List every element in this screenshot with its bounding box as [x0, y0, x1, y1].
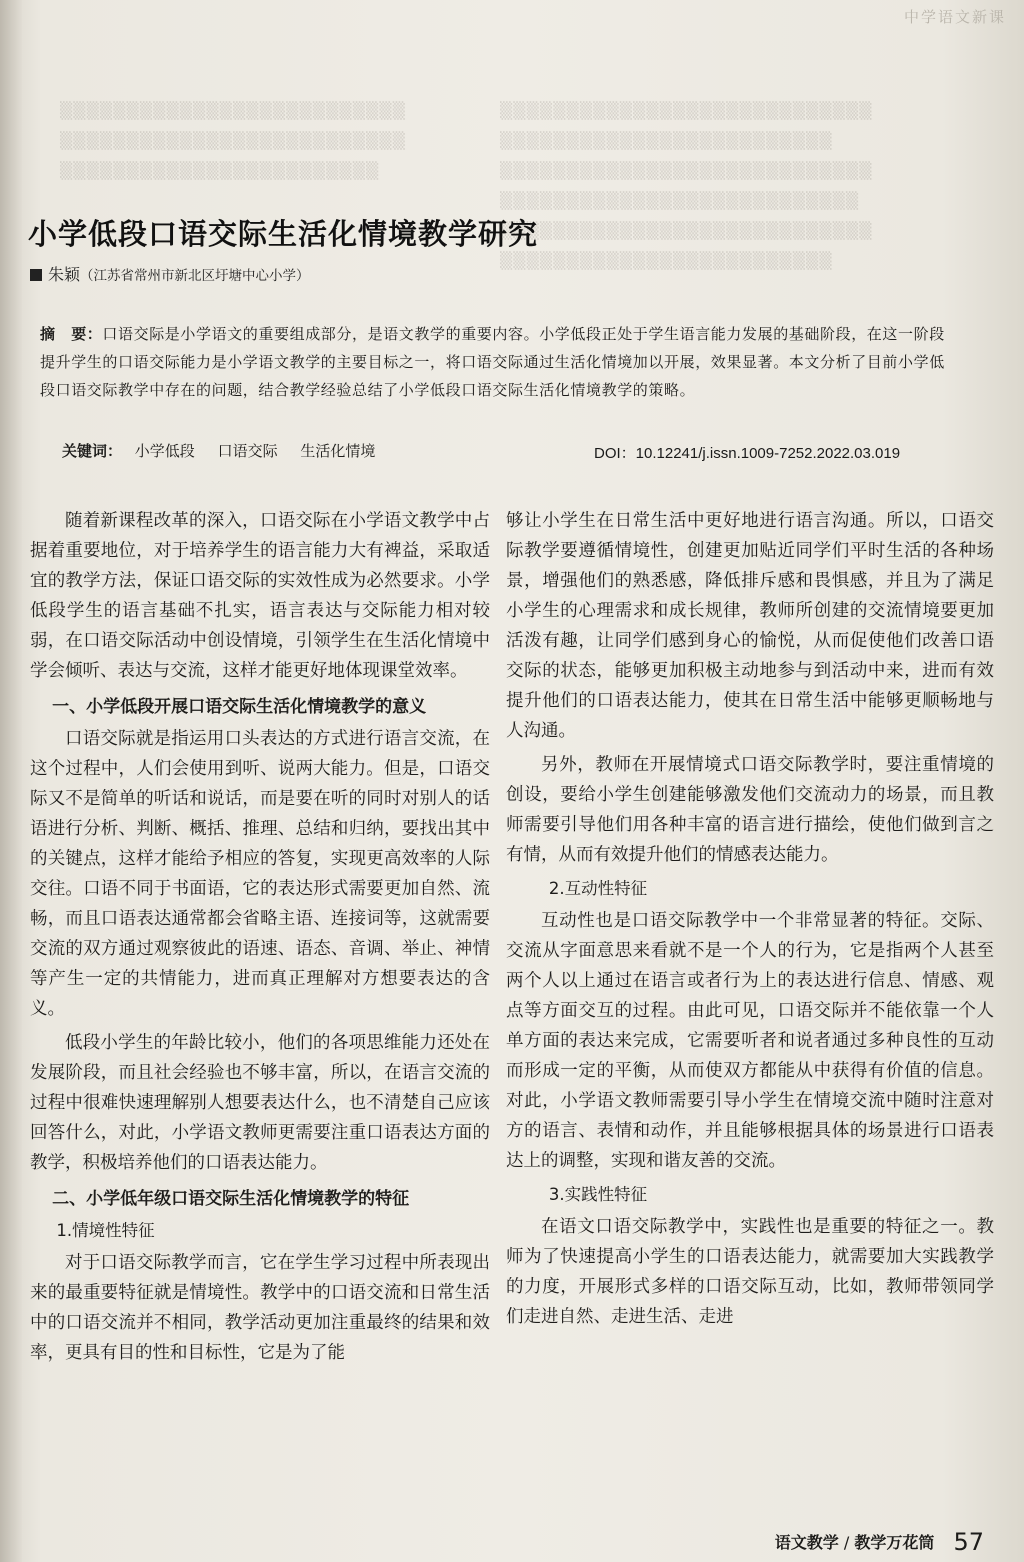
paragraph: 另外，教师在开展情境式口语交际教学时，要注重情境的创设，要给小学生创建能够激发他们交流动力的场景，而且教师需要引导他们用各种丰富的语言进行描绘，使他们做到言之有情，从而有效提升他们的情感表达能力。	[506, 755, 994, 865]
paragraph: 口语交际就是指运用口头表达的方式进行语言交流，在这个过程中，人们会使用到听、说两大能力。但是，口语交际又不是简单的听话和说话，而是要在听的同时对别人的话语进行分析、判断、概括、推理、总结和归纳，要找出其中的关键点，这样才能给予相应的答复，实现更高效率的人际交往。口语不同于书面语，它的表达形式需要更加自然、流畅，而且口语表达通常都会省略主语、连接词等，这就需要交流的双方通过观察彼此的语速、语态、音调、举止、神情等产生一定的共情能力，进而真正理解对方想要表达的含义。	[30, 729, 490, 1019]
article-title: 小学低段口语交际生活化情境教学研究	[28, 217, 539, 251]
keyword: 口语交际	[217, 442, 278, 460]
doi: DOI：10.12241/j.issn.1009-7252.2022.03.019	[594, 445, 901, 462]
paragraph: 低段小学生的年龄比较小，他们的各项思维能力还处在发展阶段，而且社会经验也不够丰富，所以，在语言交流的过程中很难快速理解别人想要表达什么，也不清楚自己应该回答什么，对此，小学语文教师更需要注重口语表达方面的教学，积极培养他们的口语表达能力。	[30, 1033, 490, 1173]
subsection-heading: 3.实践性特征	[548, 1185, 648, 1204]
left-column	[30, 506, 490, 1372]
subsection-heading: 1.情境性特征	[56, 1221, 155, 1240]
bleed-through-text-right: ▒▒▒▒▒▒▒▒▒▒▒▒▒▒▒▒▒▒▒▒▒▒▒▒▒▒▒▒ ▒▒▒▒▒▒▒▒▒▒▒▒▒▒▒▒▒▒▒▒▒▒▒▒▒ ▒▒▒▒▒▒▒▒▒▒▒▒▒▒▒▒▒▒▒▒▒▒▒▒▒▒▒▒ ▒▒▒▒▒▒▒▒▒▒▒▒▒▒▒▒▒▒▒▒▒▒▒▒▒▒▒ ▒▒▒▒▒▒▒▒▒▒▒▒▒▒▒▒▒▒▒▒▒▒▒▒▒▒▒▒ ▒▒▒▒▒▒▒▒▒▒▒▒▒▒▒▒▒▒▒▒▒▒▒▒▒	[500, 101, 873, 270]
paragraph: 够让小学生在日常生活中更好地进行语言沟通。所以，口语交际教学要遵循情境性，创建更加贴近同学们平时生活的各种场景，增强他们的熟悉感，降低排斥感和畏惧感，并且为了满足小学生的心理需求和成长规律，教师所创建的交流情境要更加活泼有趣，让同学们感到身心的愉悦，从而促使他们改善口语交际的状态，能够更加积极主动地参与到活动中来，进而有效提升他们的口语表达能力，使其在日常生活中能够更顺畅地与人沟通。	[506, 511, 994, 741]
page-number: 57	[953, 1528, 984, 1556]
page-spine-shadow	[0, 0, 22, 1562]
paragraph: 互动性也是口语交际教学中一个非常显著的特征。交际、交流从字面意思来看就不是一个人的行为，它是指两个人甚至两个人以上通过在语言或者行为上的表达进行信息、情感、观点等方面交互的过程。由此可见，口语交际并不能依靠一个人单方面的表达来完成，它需要听者和说者通过多种良性的互动而形成一定的平衡，从而使双方都能从中获得有价值的信息。对此，小学语文教师需要引导小学生在情境交流中随时注意对方的语言、表情和动作，并且能够根据具体的场景进行口语表达上的调整，实现和谐友善的交流。	[506, 911, 994, 1171]
section-heading: 一、小学低段开展口语交际生活化情境教学的意义	[52, 697, 427, 717]
masthead: 中学语文新课	[903, 8, 1006, 26]
section-heading: 二、小学低年级口语交际生活化情境教学的特征	[52, 1189, 410, 1209]
right-column	[506, 506, 994, 1336]
page-footer	[684, 1528, 984, 1556]
footer-separator: /	[843, 1533, 850, 1552]
abstract	[40, 320, 960, 404]
section-name: 教学万花筒	[854, 1533, 935, 1552]
keywords-label: 关键词：	[62, 442, 123, 460]
author-line	[30, 262, 630, 285]
author-name: 朱颖	[48, 265, 81, 284]
abstract-text: 口语交际是小学语文的重要组成部分，是语文教学的重要内容。小学低段正处于学生语言能力发展的基础阶段，在这一阶段提升学生的口语交际能力是小学语文教学的主要目标之一，将口语交际通过生活化情境加以开展，效果显著。本文分析了目前小学低段口语交际教学中存在的问题，结合教学经验总结了小学低段口语交际生活化情境教学的策略。	[40, 325, 945, 399]
subsection-heading: 2.互动性特征	[548, 879, 648, 898]
abstract-label: 摘 要：	[40, 325, 103, 343]
keyword: 生活化情境	[300, 442, 376, 460]
bleed-through-text: ▒▒▒▒▒▒▒▒▒▒▒▒▒▒▒▒▒▒▒▒▒▒▒▒▒▒ ▒▒▒▒▒▒▒▒▒▒▒▒▒▒▒▒▒▒▒▒▒▒▒▒▒▒ ▒▒▒▒▒▒▒▒▒▒▒▒▒▒▒▒▒▒▒▒▒▒▒▒	[60, 101, 406, 180]
paragraph: 随着新课程改革的深入，口语交际在小学语文教学中占据着重要地位，对于培养学生的语言能力大有裨益，采取适宜的教学方法，保证口语交际的实效性成为必然要求。小学低段学生的语言基础不扎实，语言表达与交际能力相对较弱，在口语交际活动中创设情境，引领学生在生活化情境中学会倾听、表达与交流，这样才能更好地体现课堂效率。	[30, 511, 490, 681]
keyword: 小学低段	[134, 442, 195, 460]
paragraph: 在语文口语交际教学中，实践性也是重要的特征之一。教师为了快速提高小学生的口语表达能力，就需要加大实践教学的力度，开展形式多样的口语交际互动，比如，教师带领同学们走进自然、走进生活、走进	[506, 1217, 994, 1327]
journal-name: 语文教学	[774, 1533, 839, 1552]
square-bullet-icon	[30, 269, 42, 281]
paragraph: 对于口语交际教学而言，它在学生学习过程中所表现出来的最重要特征就是情境性。教学中的口语交流和日常生活中的口语交流并不相同，教学活动更加注重最终的结果和效率，更具有目的性和目标性，它是为了能	[30, 1253, 490, 1363]
author-affiliation: （江苏省常州市新北区圩塘中心小学）	[80, 268, 310, 284]
keywords	[62, 440, 522, 461]
